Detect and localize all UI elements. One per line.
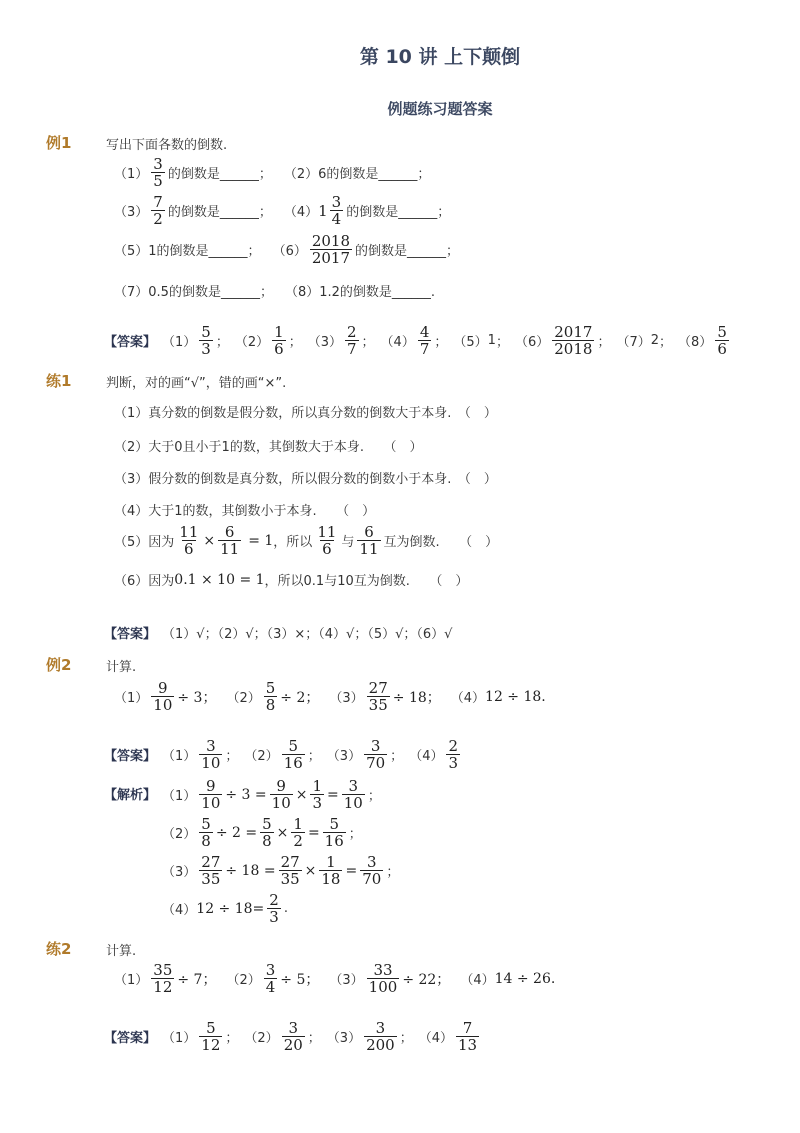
fraction: $\frac{27}{35}$ [368,679,388,714]
fraction: $\frac{5}{16}$ [324,815,344,850]
fraction: $\frac{3}{4}$ [265,961,276,996]
practice-2-answer [104,1020,488,1053]
practice-2-prompt: 计算. [106,944,137,959]
fraction: $\frac{35}{12}$ [153,961,173,996]
fraction: $\frac{9}{10}$ [271,777,291,812]
fraction: $\frac{2}{7}$ [346,323,357,358]
answer-item: （3） $\frac{3}{70}$ ； [326,737,404,772]
example-2-label: 例2 [46,656,72,674]
fraction: $\frac{2018}{2017}$ [311,232,351,267]
answer-item: （4） $\frac{2}{3}$ [409,737,459,772]
question-item: （2） $\frac{3}{4}$ ÷ 5； [226,961,320,996]
answer-tag: 【答案】 [104,627,157,642]
fraction: $\frac{5}{3}$ [201,323,211,358]
fraction: $\frac{2017}{2018}$ [554,323,593,358]
practice-1-item-6: （6）因为 0.1 × 10 = 1 ，所以0.1与10互为倒数. （ ） [114,571,469,589]
practice-1-prompt: 判断，对的画“√”，错的画“×”. [106,376,287,391]
answer-list [162,1020,488,1053]
fraction: $\frac{3}{20}$ [283,1019,303,1054]
fraction: $\frac{5}{8}$ [201,815,211,850]
solution-line-2: （2） $\frac{5}{8}$ ÷ 2 = $\frac{5}{8}$ × $\frac{1}{2}$ = $\frac{5}{16}$ ； [162,815,362,850]
page-subtitle: 例题练习题答案 [387,100,493,118]
answer-item: （4） $\frac{7}{13}$ [418,1019,478,1054]
answer-item: （6） $\frac{2017}{2018}$ ； [514,323,611,358]
practice-1-answer: 【答案】 （1）√；（2）√；（3）×；（4）√；（5）√；（6）√ [104,623,452,642]
answer-item: （8） $\frac{5}{6}$ [678,323,727,358]
answer-item: （7） 2 ； [616,333,673,350]
example-2-prompt: 计算. [106,660,137,675]
example-1-q3-q4: （3） $\frac{7}{2}$ 的倒数是______； （4） 1 $\frac{3}{4}$ 的倒数是______； [114,193,451,228]
answer-item: （3） $\frac{2}{7}$ ； [307,323,375,358]
question-item: （4） 12 ÷ 18. [450,688,546,706]
practice-1-item-2: （2）大于0且小于1的数，其倒数大于本身. （ ） [114,440,423,455]
example-1-label: 例1 [46,134,72,152]
fraction: $\frac{5}{16}$ [283,737,303,772]
example-1-answer [104,324,738,357]
solution-line-4: （4） 12 ÷ 18= $\frac{2}{3}$ . [162,891,288,926]
fraction: $\frac{7}{13}$ [458,1019,478,1054]
example-1-q1-q2: （1） $\frac{3}{5}$ 的倒数是______； （2） 6的倒数是______； [114,155,431,190]
practice-1-item-5: （5）因为 $\frac{11}{6}$ × $\frac{6}{11}$ = 1 ，所以 $\frac{11}{6}$ 与 $\frac{6}{11}$ 互为倒数. （ ） [114,523,499,558]
fraction: $\frac{5}{8}$ [265,679,276,714]
answer-tag: 【答案】 [104,749,157,764]
question-item: （3） $\frac{33}{100}$ ÷ 22； [329,961,451,996]
question-item: （1） $\frac{9}{10}$ ÷ 3； [114,679,217,714]
fraction: $\frac{3}{5}$ [153,155,163,190]
solution-tag: 【解析】 [104,788,157,803]
answer-item: （1） $\frac{5}{12}$ ； [162,1019,239,1054]
answer-tag: 【答案】 [104,335,157,350]
fraction: $\frac{5}{8}$ [262,815,272,850]
fraction: $\frac{27}{35}$ [201,853,221,888]
fraction: $\frac{5}{12}$ [201,1019,221,1054]
fraction: $\frac{3}{200}$ [366,1019,395,1054]
answer-list [162,324,738,357]
answer-item: （1） $\frac{3}{10}$ ； [162,737,239,772]
example-1-prompt: 写出下面各数的倒数. [106,138,228,153]
fraction: $\frac{1}{18}$ [321,853,341,888]
answer-item: （2） $\frac{1}{6}$ ； [234,323,302,358]
fraction: $\frac{3}{10}$ [201,737,221,772]
example-2-answer [104,738,469,771]
fraction: $\frac{2}{3}$ [448,737,459,772]
fraction: $\frac{4}{7}$ [419,323,430,358]
example-1-q7-q8: （7） 0.5的倒数是______； （8） 1.2的倒数是______. [114,285,436,300]
fraction: $\frac{2}{3}$ [269,891,279,926]
fraction: $\frac{9}{10}$ [201,777,221,812]
answer-item: （1） $\frac{5}{3}$ ； [162,323,229,358]
fraction: $\frac{5}{6}$ [717,323,727,358]
practice-1-item-3: （3）假分数的倒数是真分数，所以假分数的倒数小于本身. （ ） [114,472,497,487]
question-item: （1） $\frac{35}{12}$ ÷ 7； [114,961,217,996]
page-title: 第 10 讲 上下颠倒 [359,46,521,68]
fraction: $\frac{7}{2}$ [153,193,163,228]
answer-item: （2） $\frac{5}{16}$ ； [244,737,321,772]
answer-item: （2） $\frac{3}{20}$ ； [244,1019,321,1054]
solution-line-3: （3） $\frac{27}{35}$ ÷ 18 = $\frac{27}{35}$ × $\frac{1}{18}$ = $\frac{3}{70}$ ； [162,853,400,888]
practice-2-label: 练2 [46,940,72,958]
question-item: （3） $\frac{27}{35}$ ÷ 18； [329,679,441,714]
question-item: （2） $\frac{5}{8}$ ÷ 2； [226,679,320,714]
fraction: $\frac{1}{3}$ [312,777,323,812]
fraction: $\frac{3}{70}$ [366,737,386,772]
example-2-questions [114,680,556,713]
mixed-number: 1 $\frac{3}{4}$ [318,193,342,228]
fraction: $\frac{1}{6}$ [274,323,284,358]
fraction: $\frac{3}{10}$ [343,777,363,812]
practice-2-questions [114,962,565,995]
question-item: （4） 14 ÷ 26. [460,970,556,988]
fraction: $\frac{27}{35}$ [280,853,300,888]
practice-1-item-1: （1）真分数的倒数是假分数，所以真分数的倒数大于本身. （ ） [114,406,497,421]
example-1-q5-q6: （5） 1的倒数是______； （6） $\frac{2018}{2017}$ 的倒数是______； [114,232,460,267]
solution-line-1: （1） $\frac{9}{10}$ ÷ 3 = $\frac{9}{10}$ × $\frac{1}{3}$ = $\frac{3}{10}$ ； [162,777,381,812]
fraction: $\frac{1}{2}$ [293,815,303,850]
practice-1-label: 练1 [46,372,72,390]
answer-list [162,738,469,771]
answer-tag: 【答案】 [104,1031,157,1046]
fraction: $\frac{3}{70}$ [362,853,382,888]
fraction: $\frac{33}{100}$ [368,961,398,996]
answer-item: （3） $\frac{3}{200}$ ； [326,1019,413,1054]
answer-item: （4） $\frac{4}{7}$ ； [380,323,448,358]
answer-item: （5） 1 ； [453,333,509,350]
fraction: $\frac{9}{10}$ [153,679,173,714]
practice-1-item-4: （4）大于1的数，其倒数小于本身. （ ） [114,504,376,519]
